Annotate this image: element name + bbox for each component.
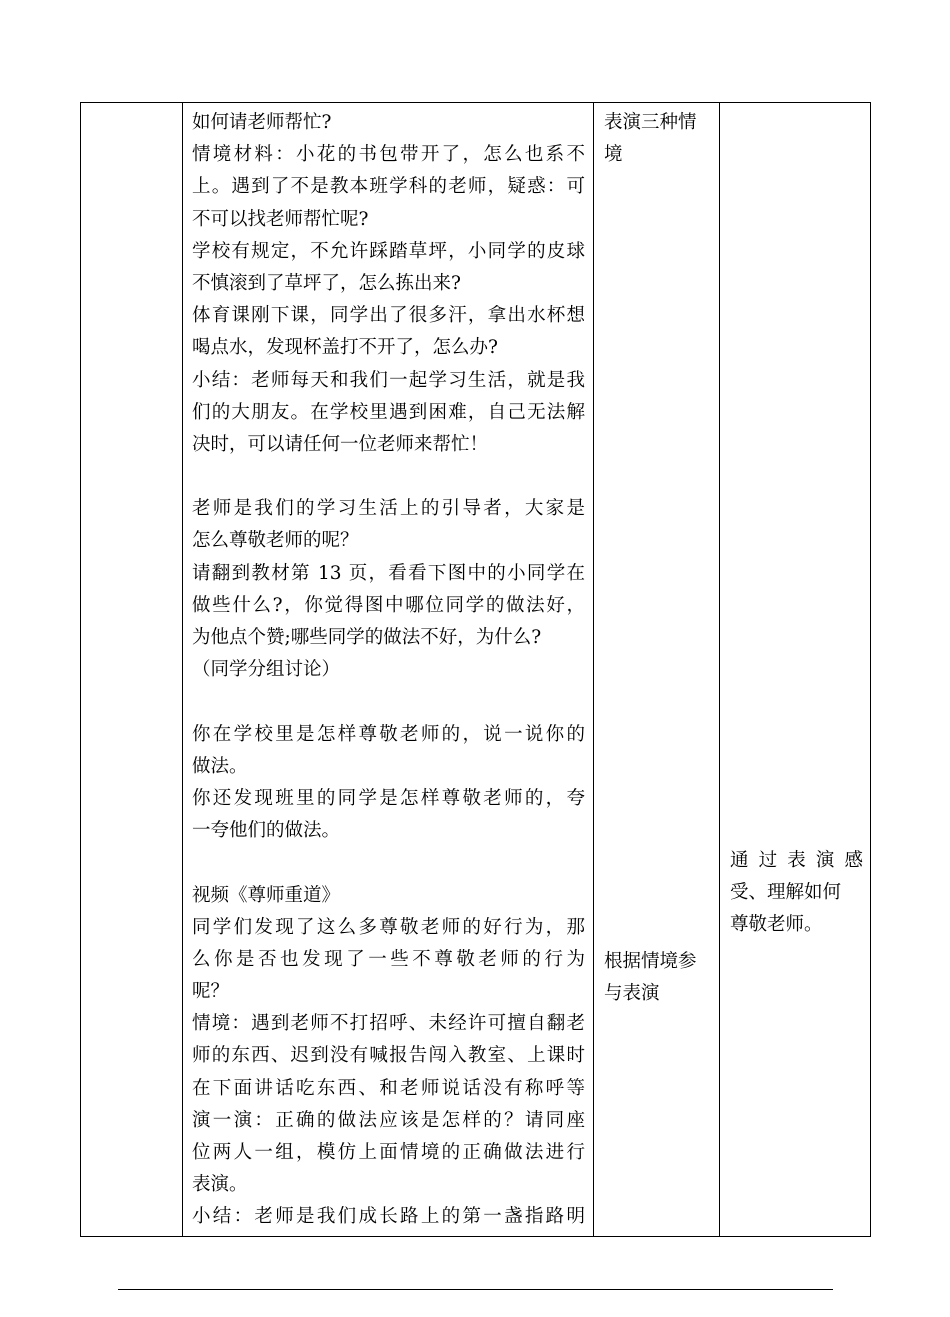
teacher-activity-line: 体育课刚下课，同学出了很多汗，拿出水杯想 <box>192 305 585 327</box>
teacher-activity-line: 位两人一组，模仿上面情境的正确做法进行 <box>192 1142 585 1163</box>
design-intent-text <box>730 845 863 942</box>
blank-line <box>192 686 585 718</box>
teacher-activity-line: 你还发现班里的同学是怎样尊敬老师的，夸 <box>192 787 585 809</box>
student-activity-line: 表演三种情 <box>604 112 697 133</box>
student-activity-cell <box>594 103 720 1237</box>
teacher-activity-line: 同学们发现了这么多尊敬老师的好行为，那 <box>192 916 585 938</box>
teacher-activity-line: 情境：遇到老师不打招呼、未经许可擅自翻老 <box>192 1013 585 1035</box>
teacher-activity-line: 喝点水，发现杯盖打不开了，怎么办? <box>192 337 498 359</box>
empty-first-column-cell <box>81 103 183 1237</box>
teacher-activity-line: 小结：老师每天和我们一起学习生活，就是我 <box>192 369 585 391</box>
teacher-activity-line: 做法。 <box>192 755 248 777</box>
teacher-activity-line: 在下面讲话吃东西、和老师说话没有称呼等 <box>192 1077 585 1099</box>
teacher-activity-line: 呢？ <box>192 981 230 1003</box>
teacher-activity-line: 请翻到教材第 13 页，看看下图中的小同学在 <box>192 562 585 584</box>
teacher-activity-line: 们的大朋友。在学校里遇到困难，自己无法解 <box>192 401 585 423</box>
teacher-activity-line: 视频《尊师重道》 <box>192 884 341 906</box>
design-intent-area <box>720 103 870 1232</box>
teacher-activity-line: 如何请老师帮忙? <box>192 112 332 133</box>
teacher-activity-line: 为他点个赞;哪些同学的做法不好，为什么? <box>192 627 542 648</box>
teacher-activity-line: 决时，可以请任何一位老师来帮忙！ <box>192 433 489 455</box>
design-intent-line: 通 过 表 演 感 <box>730 850 863 871</box>
blank-line <box>192 847 585 879</box>
student-activity-line: 境 <box>604 144 623 166</box>
teacher-activity-line: （同学分组讨论） <box>192 659 341 681</box>
teacher-activity-line: 不可以找老师帮忙呢? <box>192 208 369 230</box>
table-row <box>81 103 871 1237</box>
teacher-activity-text <box>183 103 593 1236</box>
blank-line <box>192 461 585 493</box>
teacher-activity-line: 情境材料：小花的书包带开了，怎么也系不 <box>192 144 585 166</box>
student-activity-line: 根据情境参 <box>604 951 697 972</box>
student-activity-performance <box>604 107 714 171</box>
student-activity-participation <box>604 946 714 1010</box>
teacher-activity-line: 上。遇到了不是教本班学科的老师，疑惑：可 <box>192 176 585 198</box>
teacher-activity-line: 做些什么?，你觉得图中哪位同学的做法好， <box>192 594 585 616</box>
design-intent-line: 尊敬老师。 <box>730 914 823 936</box>
teacher-activity-line: 小结：老师是我们成长路上的第一盏指路明 <box>192 1206 585 1228</box>
design-intent-line: 受、理解如何 <box>730 882 842 904</box>
teacher-activity-line: 不慎滚到了草坪了，怎么拣出来? <box>192 272 461 294</box>
teacher-activity-line: 怎么尊敬老师的呢？ <box>192 530 359 552</box>
lesson-plan-table <box>80 102 871 1237</box>
teacher-activity-line: 老师是我们的学习生活上的引导者，大家是 <box>192 498 585 520</box>
student-activity-line: 与表演 <box>604 983 660 1005</box>
teacher-activity-line: 表演。 <box>192 1174 248 1196</box>
teacher-activity-cell <box>183 103 594 1237</box>
student-activity-area <box>594 103 719 1232</box>
teacher-activity-line: 你在学校里是怎样尊敬老师的，说一说你的 <box>192 723 585 745</box>
teacher-activity-line: 演一演：正确的做法应该是怎样的？请同座 <box>192 1109 585 1131</box>
teacher-activity-line: 么你是否也发现了一些不尊敬老师的行为 <box>192 948 585 970</box>
footer-rule <box>118 1289 833 1290</box>
teacher-activity-line: 学校有规定，不允许踩踏草坪，小同学的皮球 <box>192 240 585 262</box>
teacher-activity-line: 一夸他们的做法。 <box>192 820 341 842</box>
design-intent-cell <box>720 103 871 1237</box>
teacher-activity-line: 师的东西、迟到没有喊报告闯入教室、上课时 <box>192 1045 585 1067</box>
